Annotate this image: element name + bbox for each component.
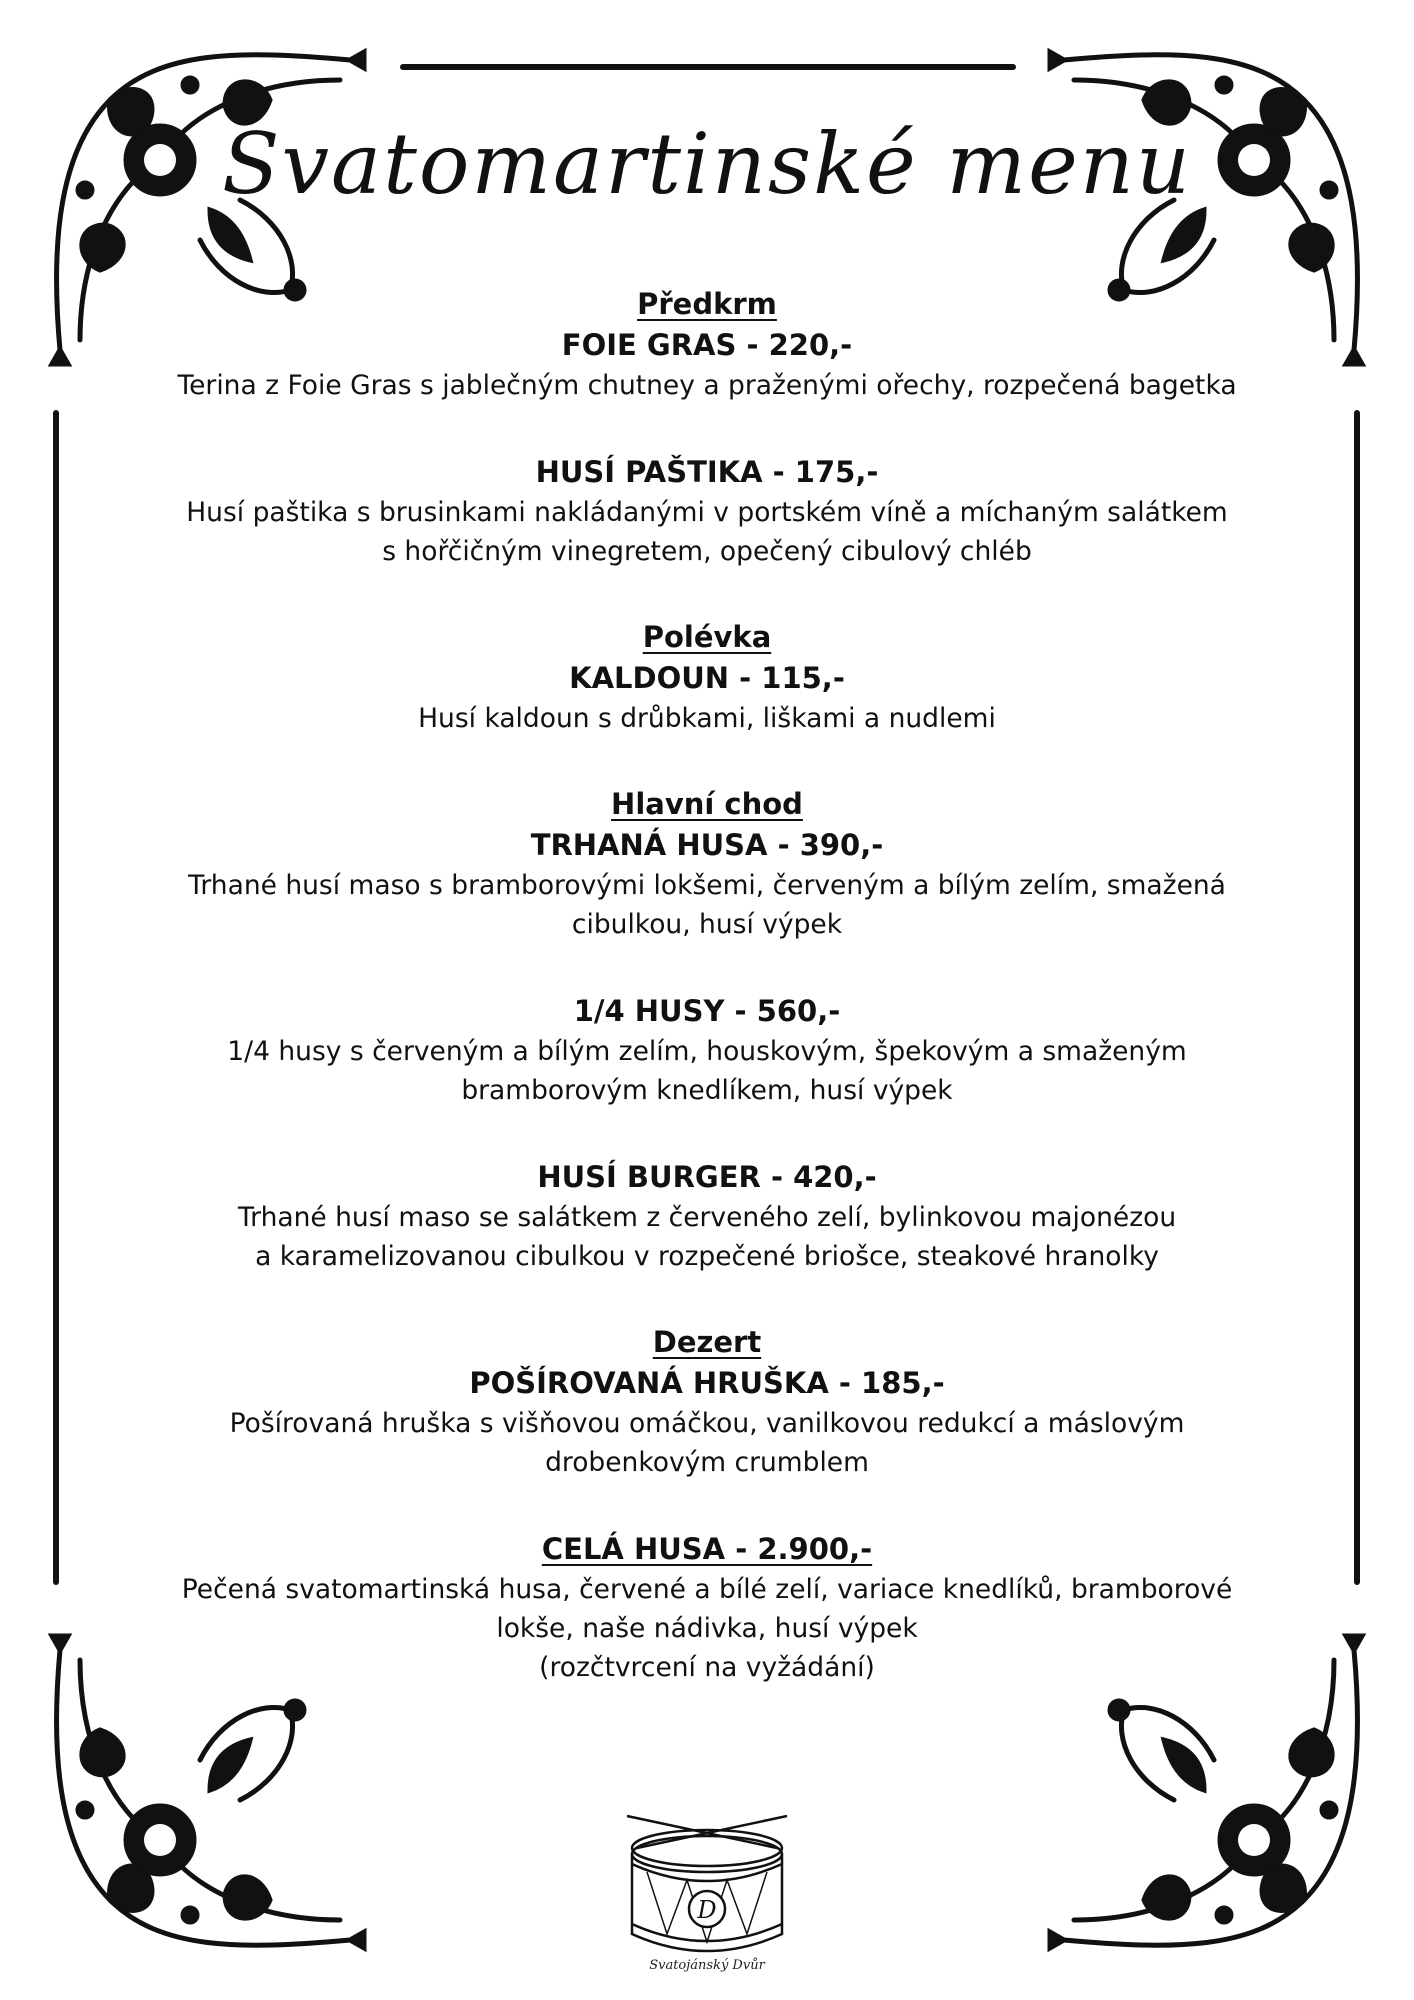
dish-name: 1/4 HUSY - 560,- [573,994,841,1028]
dish-name: HUSÍ BURGER - 420,- [537,1160,877,1194]
category-heading-dessert: Dezert [652,1325,762,1359]
category-heading-starter: Předkrm [637,287,777,321]
dish-description: Trhané husí maso se salátkem z červeného zelí, bylinkovou majonézou [237,1202,1177,1233]
menu-title: Svatomartinské menu [222,115,1192,213]
dish-description: cibulkou, husí výpek [571,909,843,940]
dish-description: a karamelizovanou cibulkou v rozpečené briošce, steakové hranolky [255,1241,1159,1272]
dish-description: Husí paštika s brusinkami nakládanými v portském víně a míchaným salátkem [186,497,1228,528]
dish-description: (rozčtvrcení na vyžádání) [539,1652,875,1683]
dish-description: Husí kaldoun s drůbkami, liškami a nudlemi [418,703,996,734]
dish-name: FOIE GRAS - 220,- [561,328,853,362]
dish-description: Pošírovaná hruška s višňovou omáčkou, vanilkovou redukcí a máslovým [229,1408,1185,1439]
category-heading-main: Hlavní chod [611,787,803,821]
dish-name-whole-goose: CELÁ HUSA - 2.900,- [541,1532,873,1566]
dish-description: lokše, naše nádivka, husí výpek [496,1613,918,1644]
dish-name: TRHANÁ HUSA - 390,- [530,828,884,862]
restaurant-logo [587,1806,827,1996]
top-rule [400,64,1016,70]
dish-description: s hořčičným vinegretem, opečený cibulový chléb [382,536,1032,567]
dish-description: Trhané husí maso s bramborovými lokšemi, červeným a bílým zelím, smažená [188,870,1226,901]
dish-name: HUSÍ PAŠTIKA - 175,- [535,455,879,489]
left-rule [53,410,59,1585]
category-heading-soup: Polévka [642,620,772,654]
logo-letter: D [697,1896,717,1924]
logo-text: Svatojánský Dvůr [649,1958,765,1973]
dish-description: Terina z Foie Gras s jablečným chutney a praženými ořechy, rozpečená bagetka [177,370,1237,401]
dish-description: Pečená svatomartinská husa, červené a bílé zelí, variace knedlíků, bramborové [181,1574,1233,1605]
dish-name: POŠÍROVANÁ HRUŠKA - 185,- [469,1366,945,1400]
dish-name: KALDOUN - 115,- [569,661,845,695]
dish-description: 1/4 husy s červeným a bílým zelím, houskovým, špekovým a smaženým [227,1036,1187,1067]
menu-list [140,284,1274,1687]
dish-description: bramborovým knedlíkem, husí výpek [461,1075,953,1106]
dish-description: drobenkovým crumblem [545,1447,869,1478]
right-rule [1354,410,1360,1585]
